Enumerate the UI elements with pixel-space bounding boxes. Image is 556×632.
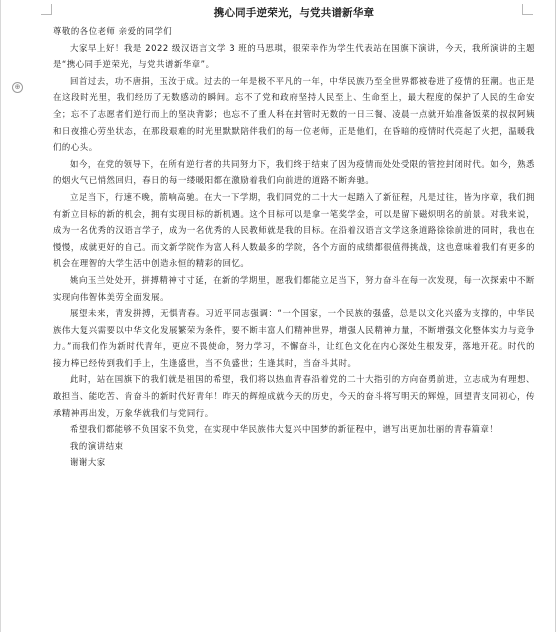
paragraph-wish: 希望我们都能够不负国家不负党，在实现中华民族伟大复兴中国梦的新征程中，谱写出更加壮丽的青春篇章！ [70, 424, 499, 435]
document-body [53, 6, 535, 471]
document-title: 携心同手逆荣光，与党共谱新华章 [213, 7, 375, 19]
paragraph-goals: 立足当下，行速不晚，箭响高驰。在大一下学期，我们同党的二十大一起踏入了新征程，凡是过往，皆为序章，我们拥有新立目标的新的机会，拥有实现目标的新机遇。这个目标可以是拿一笔奖学金，可以是留下磁炽明名的前景。对我来说，成为一名优秀的汉语言学子，成为一名优秀的人民教师就是我的目标。在沿着汉语言文学这条道路徐徐前进的同时，我也在慢慢，成就更好的自己。而文新学院作为富人科人数最多的学院，各个方面的成绩都很值得挑战，这也意味着我们有更多的机会在理智的大学生活中创造永恒的精彩的回忆。 [53, 191, 535, 269]
paragraph-present: 如今，在党的领导下，在所有逆行者的共同努力下，我们终于结束了因为疫情而处处受限的管控封闭时代。如今，熟悉的烟火气已悄然回归，春日的每一缕暖阳都在激励着我们向前进的道路不断奔驰。 [53, 158, 535, 186]
paragraph-retrospect: 回首过去，功不唐捐，玉汝于成。过去的一年是极不平凡的一年，中华民族乃至全世界都被卷进了疫情的狂潮。也正是在这段时光里，我们经历了无数感动的瞬间。忘不了党和政府坚持人民至上、生命至上，最大程度的保护了人民的生命安全；忘不了志愿者们逆行而上的坚决背影；也忘不了重人科在封管时无数的一日三餐、凌晨一点就开始准备饭菜的叔叔阿姨和日夜推心劳坐状态，在那段艰难的时光里默默陪伴我们的每一位老师，正是他们，在昏暗的疫情时代亮起了火把，温暖我们的心头。 [53, 75, 535, 153]
closing-thanks: 谢谢大家 [70, 457, 106, 468]
margin-corner-mark [41, 4, 52, 15]
paragraph-semester: 姚向玉兰处处开，拼搏精神寸寸延，在新的学期里，愿我们都能立足当下，努力奋斗在每一次发现，每一次探索中不断实现向伟智体美劳全面发展。 [53, 274, 535, 302]
closing-line: 我的演讲结束 [70, 440, 124, 451]
paragraph-future: 展望未来，青发拼搏，无惧青春。习近平同志强调：“一个国家，一个民族的强盛，总是以文化兴盛为支撑的，中华民族伟大复兴需要以中华文化发展繁荣为条件，要不断丰富人们精神世界，增强人民精神力量，不断增强文化整体实力与竞争力。”而我们作为新时代青年，更应不畏使命，努力学习，不懈奋斗，让红色文化在内心深处生根发芽，落地开花。时代的接力棒已经传到我们手上，生逢盛世，当不负盛世；生逢其时，当奋斗其时。 [53, 308, 535, 368]
paragraph-intro: 大家早上好！我是 2022 级汉语言文学 3 班的马思琪，很荣幸作为学生代表站在国旗下演讲，今天，我所演讲的主题是“携心同手逆荣光，与党共谱新华章”。 [53, 42, 535, 70]
greeting-line: 尊敬的各位老师 亲爱的同学们 [53, 26, 173, 36]
paragraph-hope: 此时，站在国旗下的我们就是祖国的希望，我们将以热血青春沿着党的二十大指引的方向奋勇前进，立志成为有理想、敢担当、能吃苦、肯奋斗的新时代好青年！昨天的辉煌成就今天的历史，今天的奋斗将写明天的辉煌，回望青支同初心，传承精神再出发，万象华就我们与党同行。 [53, 374, 535, 418]
anchor-icon: ⊕ [12, 82, 23, 93]
